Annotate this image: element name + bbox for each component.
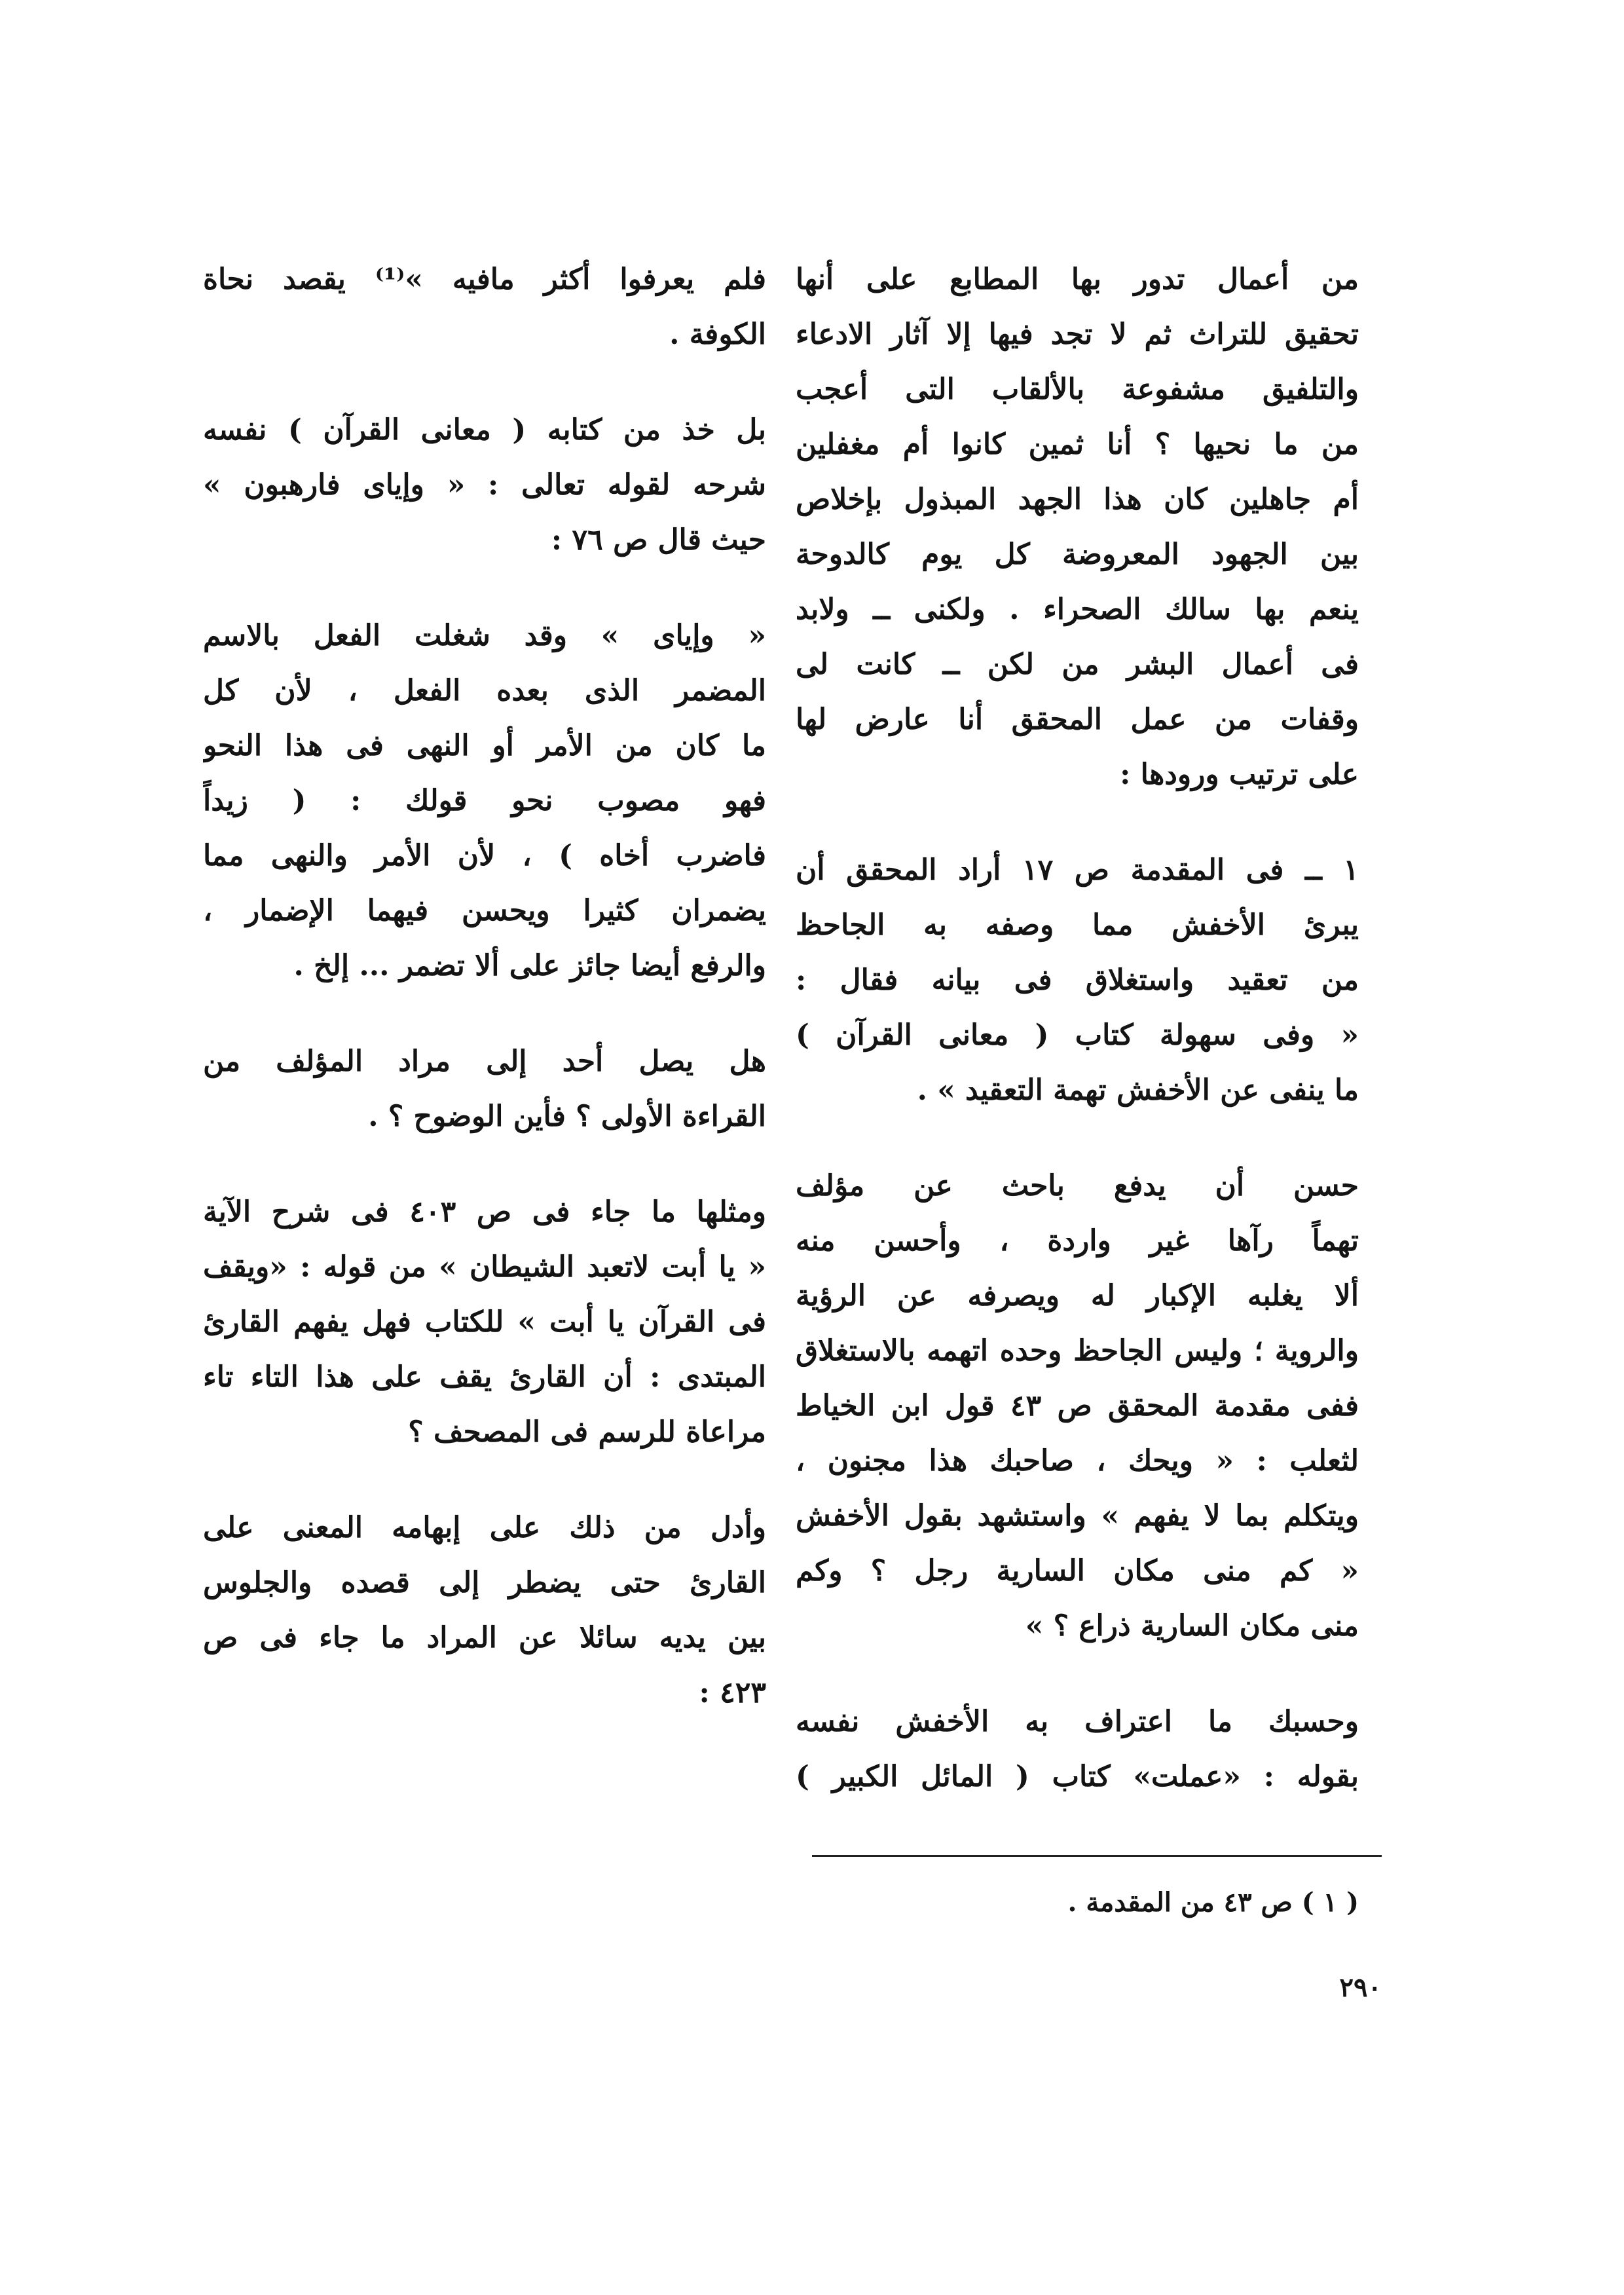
text-line: هل يصل أحد إلى مراد المؤلف من <box>203 1045 766 1078</box>
text-line: وقفات من عمل المحقق أنا عارض لها <box>796 703 1359 736</box>
text-line: أم جاهلين كان هذا الجهد المبذول بإخلاص <box>796 483 1359 516</box>
text-line: من أعمال تدور بها المطابع على أنها <box>796 263 1359 296</box>
text-line: القراءة الأولى ؟ فأين الوضوح ؟ . <box>368 1100 766 1133</box>
paragraph <box>796 1694 1359 1804</box>
text-line: ويتكلم بما لا يفهم » واستشهد بقول الأخفش <box>796 1499 1359 1533</box>
text-line: ما كان من الأمر أو النهى فى هذا النحو <box>203 729 766 762</box>
text-line: المضمر الذى بعده الفعل ، لأن كل <box>203 674 766 707</box>
text-line: منى مكان السارية ذراع ؟ » <box>1025 1609 1359 1643</box>
text-line: بل خذ من كتابه ( معانى القرآن ) نفسه <box>203 413 766 447</box>
text-line: المبتدى : أن القارئ يقف على هذا التاء تاء <box>203 1360 766 1394</box>
text-line: من تعقيد واستغلاق فى بيانه فقال : <box>796 963 1359 997</box>
text-line: « يا أبت لاتعبد الشيطان » من قوله : «ويقف <box>203 1250 766 1284</box>
text-line: ١ ــ فى المقدمة ص ١٧ أراد المحقق أن <box>796 853 1359 887</box>
text-line: على ترتيب ورودها : <box>1120 758 1359 791</box>
text-line: والرفع أيضا جائز على ألا تضمر ... إلخ . <box>293 949 766 982</box>
text-line: تهماً رآها غير واردة ، وأحسن منه <box>796 1224 1359 1258</box>
text-line: فى القرآن يا أبت » للكتاب فهل يفهم القارئ <box>203 1305 766 1339</box>
text-line: حيث قال ص ٧٦ : <box>551 523 766 557</box>
text-line: « كم منى مكان السارية رجل ؟ وكم <box>796 1554 1359 1588</box>
text-line: تحقيق للتراث ثم لا تجد فيها إلا آثار الادعاء <box>796 318 1359 351</box>
text-line: بين يديه سائلا عن المراد ما جاء فى ص <box>203 1621 766 1654</box>
text-line: فى أعمال البشر من لكن ــ كانت لى <box>796 648 1359 681</box>
text-line: يضمران كثيرا ويحسن فيهما الإضمار ، <box>203 894 766 927</box>
text-line: مراعاة للرسم فى المصحف ؟ <box>408 1415 766 1449</box>
text-line: ألا يغلبه الإكبار له ويصرفه عن الرؤية <box>796 1279 1359 1313</box>
text-line: لثعلب : « ويحك ، صاحبك هذا مجنون ، <box>796 1444 1359 1478</box>
paragraph <box>203 252 766 362</box>
text-line: بين الجهود المعروضة كل يوم كالدوحة <box>796 538 1359 571</box>
text-line: ٤٢٣ : <box>699 1676 766 1709</box>
text-line: الكوفة . <box>669 318 766 351</box>
text-line: ما ينفى عن الأخفش تهمة التعقيد » . <box>917 1073 1359 1107</box>
text-line: ينعم بها سالك الصحراء . ولكنى ــ ولابد <box>796 593 1359 626</box>
text-line: « وفى سهولة كتاب ( معانى القرآن ) <box>796 1018 1359 1052</box>
paragraph <box>796 252 1359 802</box>
page-number: ٢٩٠ <box>1339 1972 1382 2003</box>
paragraph <box>203 1501 766 1721</box>
text-line: من ما نحيها ؟ أنا ثمين كانوا أم مغفلين <box>796 428 1359 461</box>
text-line: « وإياى » وقد شغلت الفعل بالاسم <box>203 619 766 652</box>
paragraph <box>203 403 766 568</box>
paragraph <box>203 1034 766 1144</box>
text-line: ومثلها ما جاء فى ص ٤٠٣ فى شرح الآية <box>203 1195 766 1229</box>
paragraph <box>796 1159 1359 1654</box>
footnote-divider <box>812 1855 1382 1857</box>
text-line: وأدل من ذلك على إبهامه المعنى على <box>203 1511 766 1544</box>
text-line: فهو مصوب نحو قولك : ( زيداً <box>203 784 766 817</box>
text-line: القارئ حتى يضطر إلى قصده والجلوس <box>203 1566 766 1599</box>
paragraph <box>203 1185 766 1460</box>
right-column <box>796 252 1359 1845</box>
text-line: يبرئ الأخفش مما وصفه به الجاحظ <box>796 908 1359 942</box>
text-line: والروية ؛ وليس الجاحظ وحده اتهمه بالاستغلاق <box>796 1334 1359 1368</box>
text-line: فلم يعرفوا أكثر مافيه »⁽¹⁾ يقصد نحاة <box>203 263 766 296</box>
left-column <box>203 252 766 1761</box>
text-line: وحسبك ما اعتراف به الأخفش نفسه <box>796 1705 1359 1738</box>
footnote: ( ١ ) ص ٤٣ من المقدمة . <box>1067 1887 1359 1918</box>
text-line: والتلفيق مشفوعة بالألقاب التى أعجب <box>796 373 1359 406</box>
paragraph <box>796 843 1359 1118</box>
text-line: ففى مقدمة المحقق ص ٤٣ قول ابن الخياط <box>796 1389 1359 1423</box>
text-line: بقوله : «عملت» كتاب ( المائل الكبير ) <box>796 1760 1359 1793</box>
text-line: شرحه لقوله تعالى : « وإياى فارهبون » <box>203 468 766 502</box>
paragraph <box>203 608 766 994</box>
text-line: فاضرب أخاه ) ، لأن الأمر والنهى مما <box>203 839 766 872</box>
text-line: حسن أن يدفع باحث عن مؤلف <box>796 1169 1359 1203</box>
